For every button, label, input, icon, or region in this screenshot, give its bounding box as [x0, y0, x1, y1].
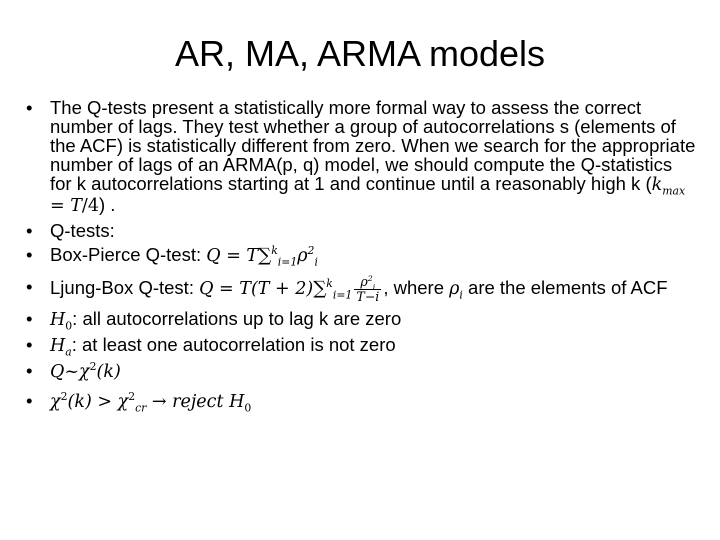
- bullet-h0: • $H_0$: all autocorrelations up to lag k are zero: [26, 309, 698, 330]
- ha-symbol: $H_a$: [50, 335, 72, 359]
- box-pierce-label: Box-Pierce Q-test:: [50, 244, 207, 265]
- bullet-distribution: [26, 361, 698, 382]
- bullet-q-tests-intro: [26, 98, 698, 216]
- bullet-q-tests: • Q-tests:: [26, 221, 698, 240]
- ljung-box-formula: Q = T(T + 2)∑$^k_{i=1}$ $\frac{\rho^2_i}{T-i}$: [199, 273, 380, 304]
- slide-title: AR, MA, ARMA models: [174, 33, 546, 74]
- kmax-formula: $k_{max} = T/4$: [50, 175, 686, 216]
- bullet-box-pierce: [26, 244, 698, 269]
- reject-formula: $\chi^2(k) > \chi^2_{cr}$ → reject $H_0$: [50, 389, 252, 415]
- ljung-box-fraction: $\frac{\rho^2_i}{T-i}$: [356, 273, 380, 304]
- bullet-ha: • $H_a$: at least one autocorrelation is not zero: [26, 335, 698, 356]
- ljung-box-label: Ljung-Box Q-test:: [50, 276, 200, 298]
- box-pierce-formula: $Q = T\sum^k_{i=1}\rho^2_i$: [206, 244, 318, 269]
- h0-symbol: $H_0$: [50, 309, 73, 333]
- bullet-reject-rule: [26, 389, 698, 415]
- intro-text: The Q-tests present a statistically more formal way to assess the correct number of lags. They test whether a group of autocorrelations s (elements of the ACF) is statistically different from zero. When we search for the appropriate number of lags of an ARMA(p, q) model, we should compute the Q-statistics for k autocorrelations starting at 1 and continue until a reasonably high k (: [50, 97, 696, 194]
- bullet-ljung-box: • Ljung-Box Q-test: Q = T(T + 2)∑$^k_{i=1}$ $\frac{\rho^2_i}{T-i}$ , where $\rho_i$ are the elements of ACF: [26, 275, 698, 304]
- intro-end: ) .: [98, 194, 116, 215]
- q-chi-square-formula: $Q\sim\chi^2(k)$: [50, 359, 121, 382]
- rho-symbol: $\rho_i$: [449, 278, 463, 302]
- bullet-list: [26, 97, 698, 415]
